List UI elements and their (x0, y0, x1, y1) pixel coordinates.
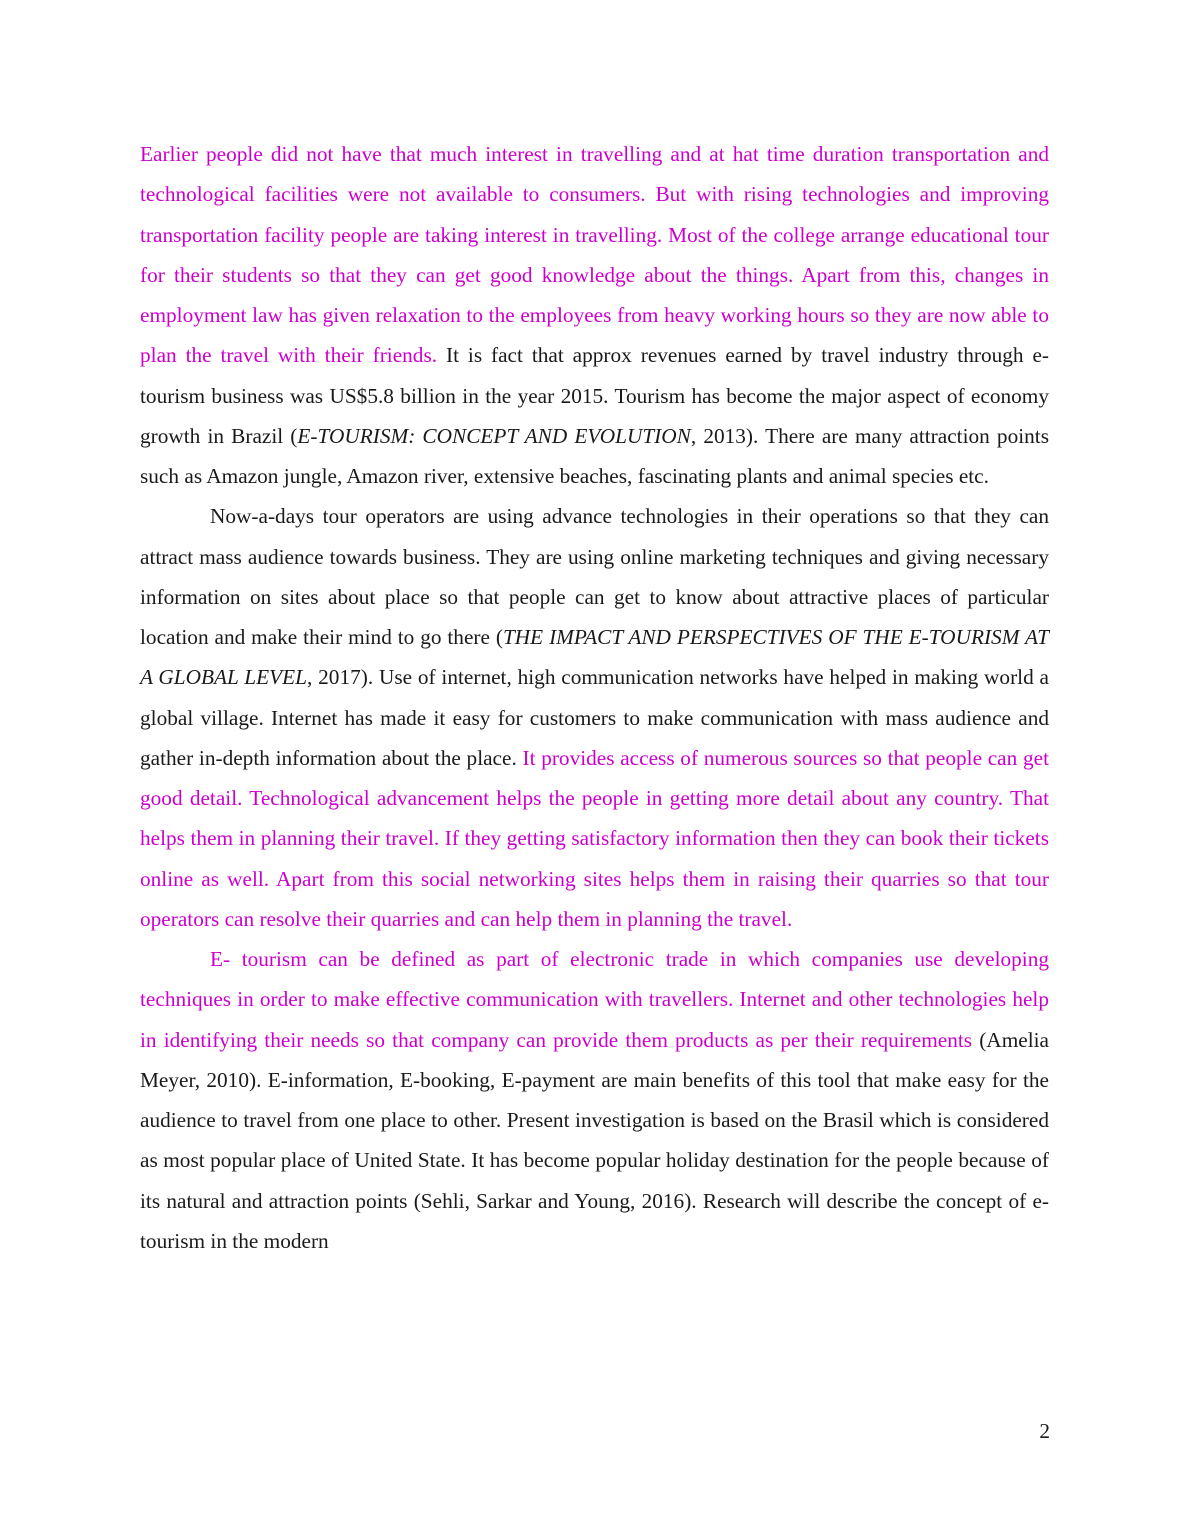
body-text-segment: , 2017). Use of internet, high communication networks have helped in making world a global village. Internet has made it easy for customers to make communication with mass audience and gather in-depth information about the place. (140, 665, 1049, 770)
citation-title: E-TOURISM: CONCEPT AND EVOLUTION (297, 423, 691, 448)
body-text-segment: (Amelia Meyer, 2010). E-information, E-booking, E-payment are main benefits of this tool that make easy for the audience to travel from one place to other. Present investigation is based on the Brasil which is considered as most popular place of United State. It has become popular holiday destination for the people because of its natural and attraction points (Sehli, Sarkar and Young, 2016). Research will describe the concept of e-tourism in the modern (140, 1027, 1049, 1253)
highlighted-text: E- tourism can be defined as part of electronic trade in which companies use developing techniques in order to make effective communication with travellers. Internet and other technologies help in identifying their needs so that company can provide them products as per their requirements (140, 947, 1049, 1052)
body-text-segment: It is fact that approx revenues earned by travel industry through e-tourism business was US$5.8 billion in the year 2015. Tourism has become the major aspect of economy growth in Brazil ( (140, 343, 1050, 448)
page-number: 2 (1039, 1419, 1050, 1443)
paragraph-3 (140, 939, 1049, 1261)
body-text-segment: , 2013). There are many attraction points such as Amazon jungle, Amazon river, extensive beaches, fascinating plants and animal species etc. (140, 423, 1049, 488)
highlighted-text: It provides access of numerous sources so that people can get good detail. Technological advancement helps the people in getting more detail about any country. That helps them in planning their travel. If they getting satisfactory information then they can book their tickets online as well. Apart from this social networking sites helps them in raising their quarries so that tour operators can resolve their quarries and can help them in planning the travel. (140, 745, 1049, 931)
highlighted-text: Earlier people did not have that much interest in travelling and at hat time duration transportation and technological facilities were not available to consumers. But with rising technologies and improving transportation facility people are taking interest in travelling. Most of the college arrange educational tour for their students so that they can get good knowledge about the things. Apart from this, changes in employment law has given relaxation to the employees from heavy working hours so they are now able to plan the travel with their friends. (140, 142, 1049, 368)
document-body (140, 134, 1049, 1261)
paragraph-2 (140, 496, 1049, 939)
paragraph-1 (140, 134, 1049, 496)
citation-title: THE IMPACT AND PERSPECTIVES OF THE E-TOURISM AT A GLOBAL LEVEL (140, 625, 1050, 690)
body-text-segment: Now-a-days tour operators are using advance technologies in their operations so that they can attract mass audience towards business. They are using online marketing techniques and giving necessary information on sites about place so that people can get to know about attractive places of particular location and make their mind to go there ( (140, 504, 1049, 649)
